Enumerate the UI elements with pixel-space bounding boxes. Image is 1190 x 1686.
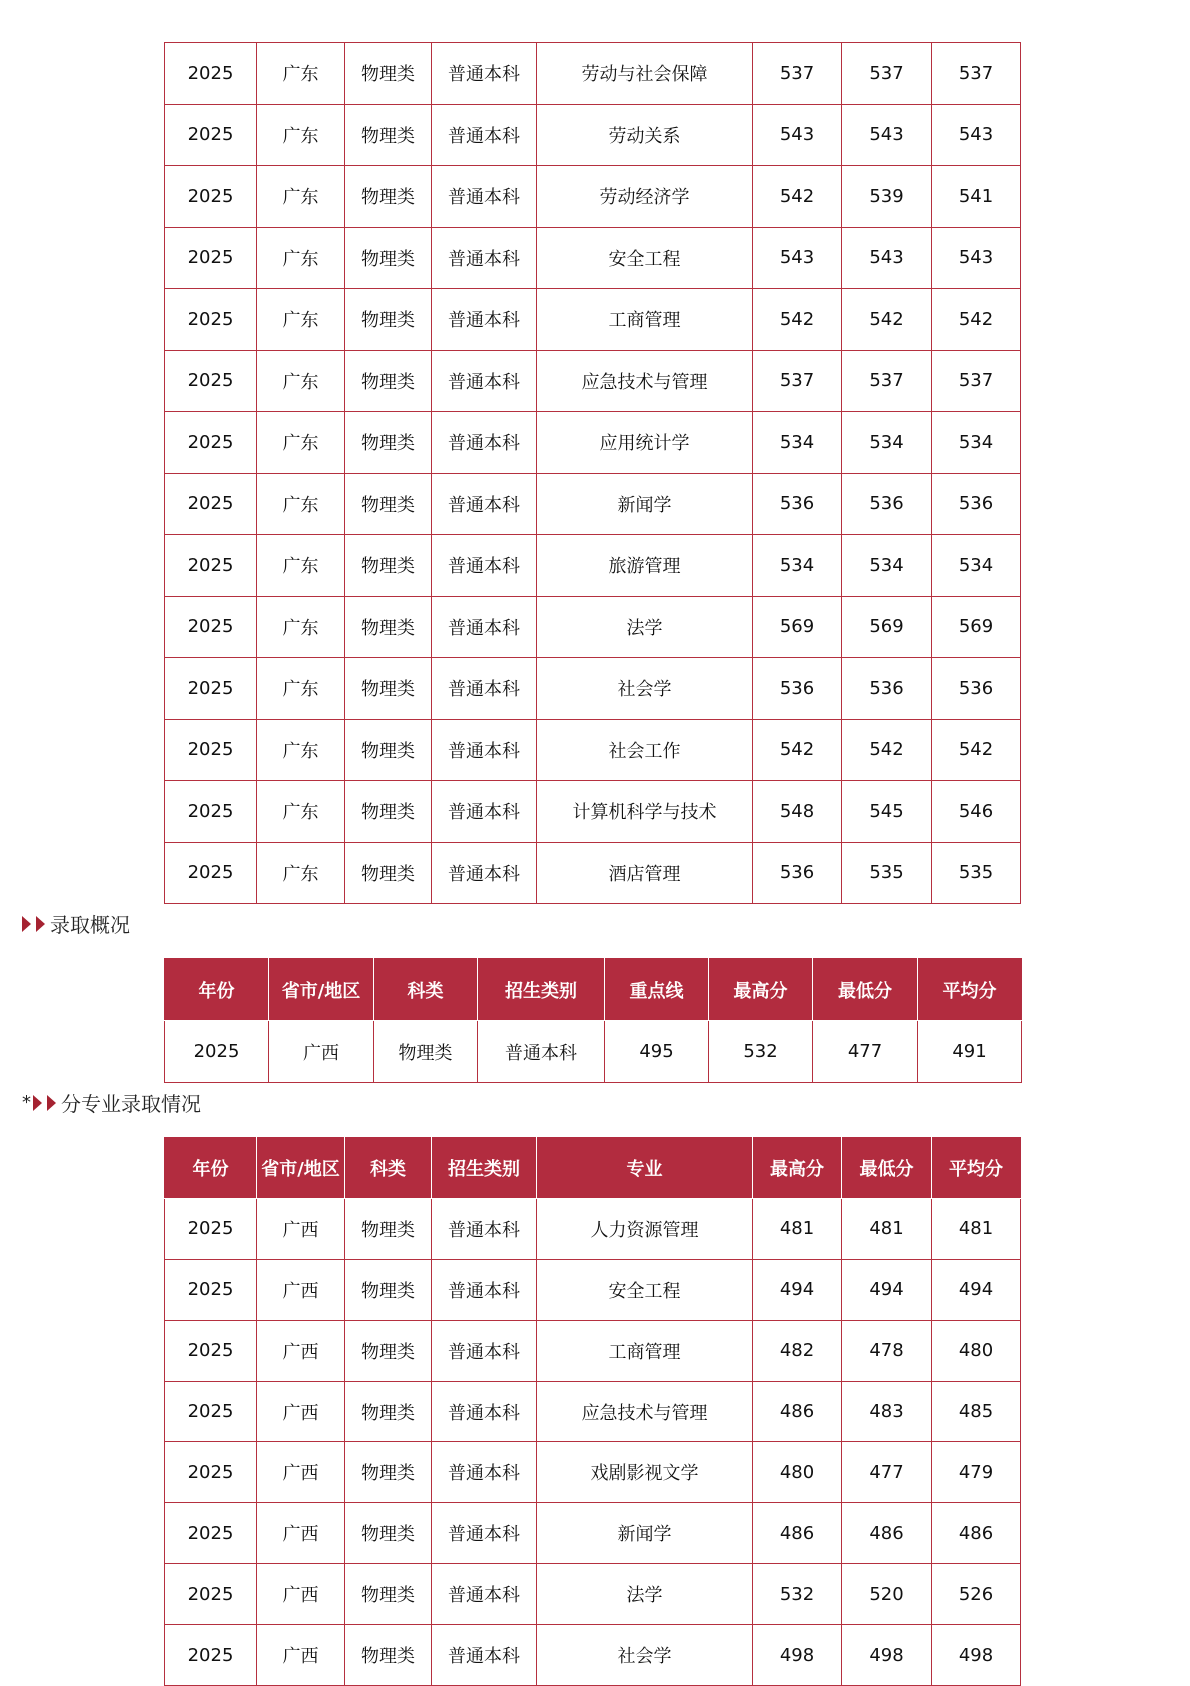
table-cell: 物理类 [345,227,432,289]
table-cell: 526 [932,1564,1021,1625]
table-cell: 普通本科 [432,781,537,843]
table-cell: 486 [842,1503,932,1564]
table-cell: 2025 [165,43,257,105]
table-cell: 广西 [257,1625,345,1686]
table-cell: 广西 [269,1021,374,1083]
table-cell: 普通本科 [432,166,537,228]
table-cell: 物理类 [345,1320,432,1381]
table-cell: 537 [932,43,1021,105]
table-cell: 物理类 [345,719,432,781]
column-header: 科类 [345,1138,432,1199]
table-cell: 广东 [257,781,345,843]
table-cell: 543 [753,104,842,166]
table-cell: 广东 [257,842,345,904]
table-row [165,1021,1022,1083]
table-cell: 普通本科 [432,535,537,597]
table-cell: 应急技术与管理 [537,1381,753,1442]
table-cell: 495 [605,1021,709,1083]
table-cell: 534 [932,535,1021,597]
table-cell: 543 [842,227,932,289]
column-header: 省市/地区 [269,959,374,1021]
table-row [165,1442,1021,1503]
table-cell: 普通本科 [432,43,537,105]
table-cell: 普通本科 [432,473,537,535]
table-cell: 539 [842,166,932,228]
table-cell: 普通本科 [432,1320,537,1381]
table-cell: 广东 [257,412,345,474]
triangle-bullet-icon [47,1095,56,1111]
major-admission-table [164,1137,1021,1686]
table-cell: 534 [932,412,1021,474]
table-cell: 2025 [165,289,257,351]
table-row [165,350,1021,412]
table-cell: 2025 [165,1625,257,1686]
table-cell: 2025 [165,1503,257,1564]
table-cell: 新闻学 [537,1503,753,1564]
table-cell: 普通本科 [432,1198,537,1259]
table-cell: 2025 [165,719,257,781]
table-cell: 546 [932,781,1021,843]
table-cell: 广东 [257,473,345,535]
table-cell: 计算机科学与技术 [537,781,753,843]
table-cell: 2025 [165,658,257,720]
table-cell: 2025 [165,1021,269,1083]
section-title-admission-overview: 录取概况 [22,909,130,938]
table-cell: 542 [753,166,842,228]
table-cell: 人力资源管理 [537,1198,753,1259]
table-cell: 物理类 [345,535,432,597]
table-cell: 广东 [257,43,345,105]
table-cell: 普通本科 [432,350,537,412]
table-cell: 物理类 [345,1381,432,1442]
table-row [165,289,1021,351]
table-cell: 542 [842,289,932,351]
table-cell: 普通本科 [432,1503,537,1564]
column-header: 招生类别 [432,1138,537,1199]
table-cell: 社会工作 [537,719,753,781]
admission-overview-table [164,958,1022,1083]
table-cell: 478 [842,1320,932,1381]
table-cell: 2025 [165,227,257,289]
table-row [165,1564,1021,1625]
table-cell: 543 [932,227,1021,289]
table-cell: 物理类 [345,43,432,105]
table-cell: 536 [753,658,842,720]
table-cell: 酒店管理 [537,842,753,904]
table-cell: 劳动经济学 [537,166,753,228]
table-cell: 537 [753,43,842,105]
table-cell: 545 [842,781,932,843]
table-cell: 543 [753,227,842,289]
column-header: 科类 [374,959,478,1021]
table-cell: 广西 [257,1320,345,1381]
table-cell: 社会学 [537,658,753,720]
table-cell: 2025 [165,1442,257,1503]
table-cell: 481 [932,1198,1021,1259]
table-cell: 安全工程 [537,1259,753,1320]
triangle-bullet-icon [36,916,45,932]
table-cell: 569 [753,596,842,658]
table-cell: 534 [842,535,932,597]
table-cell: 535 [932,842,1021,904]
column-header: 年份 [165,1138,257,1199]
table-cell: 520 [842,1564,932,1625]
table-cell: 广西 [257,1564,345,1625]
table-cell: 2025 [165,1564,257,1625]
guangdong-major-scores-table [164,42,1021,904]
table-cell: 应急技术与管理 [537,350,753,412]
table-cell: 戏剧影视文学 [537,1442,753,1503]
column-header: 最高分 [709,959,813,1021]
table-cell: 2025 [165,104,257,166]
table-cell: 2025 [165,781,257,843]
table-cell: 广东 [257,227,345,289]
table-row [165,842,1021,904]
table-cell: 483 [842,1381,932,1442]
table-cell: 537 [842,350,932,412]
table-cell: 541 [932,166,1021,228]
table-cell: 物理类 [345,1259,432,1320]
table-cell: 普通本科 [432,412,537,474]
table-cell: 旅游管理 [537,535,753,597]
table-cell: 物理类 [345,658,432,720]
column-header: 最高分 [753,1138,842,1199]
table-cell: 542 [842,719,932,781]
table-cell: 2025 [165,1381,257,1442]
table-cell: 536 [932,658,1021,720]
table-cell: 物理类 [345,350,432,412]
table-cell: 普通本科 [432,719,537,781]
table-cell: 物理类 [345,104,432,166]
table-row [165,1503,1021,1564]
table-cell: 广东 [257,289,345,351]
table-cell: 广西 [257,1442,345,1503]
table-cell: 普通本科 [432,104,537,166]
table-cell: 537 [932,350,1021,412]
column-header: 重点线 [605,959,709,1021]
table-cell: 普通本科 [432,596,537,658]
triangle-bullet-icon [33,1095,42,1111]
table-cell: 481 [842,1198,932,1259]
table-cell: 498 [932,1625,1021,1686]
table-cell: 物理类 [345,596,432,658]
table-cell: 486 [932,1503,1021,1564]
table-cell: 应用统计学 [537,412,753,474]
table-cell: 481 [753,1198,842,1259]
table-row [165,1625,1021,1686]
table-cell: 480 [753,1442,842,1503]
table-cell: 535 [842,842,932,904]
table-row [165,227,1021,289]
table-cell: 2025 [165,535,257,597]
column-header: 最低分 [842,1138,932,1199]
table-cell: 2025 [165,596,257,658]
table-cell: 485 [932,1381,1021,1442]
table-cell: 532 [753,1564,842,1625]
table-row [165,104,1021,166]
table-cell: 536 [842,473,932,535]
table-cell: 物理类 [345,1625,432,1686]
table-cell: 2025 [165,1198,257,1259]
table-cell: 477 [813,1021,918,1083]
table-cell: 法学 [537,596,753,658]
table-cell: 542 [753,289,842,351]
table-cell: 普通本科 [432,1381,537,1442]
table-cell: 491 [918,1021,1022,1083]
table-cell: 536 [753,842,842,904]
table-cell: 普通本科 [478,1021,605,1083]
table-cell: 安全工程 [537,227,753,289]
table-cell: 物理类 [345,1198,432,1259]
table-cell: 广西 [257,1381,345,1442]
table-cell: 494 [753,1259,842,1320]
table-cell: 542 [932,289,1021,351]
table-row [165,719,1021,781]
table-cell: 532 [709,1021,813,1083]
column-header: 平均分 [918,959,1022,1021]
table-cell: 新闻学 [537,473,753,535]
table-cell: 物理类 [345,473,432,535]
table-cell: 工商管理 [537,1320,753,1381]
table-cell: 479 [932,1442,1021,1503]
table-cell: 普通本科 [432,842,537,904]
table-cell: 物理类 [345,289,432,351]
table-cell: 物理类 [345,781,432,843]
table-cell: 537 [842,43,932,105]
table-cell: 569 [932,596,1021,658]
table-cell: 542 [753,719,842,781]
table-cell: 536 [932,473,1021,535]
table-cell: 536 [753,473,842,535]
table-row [165,596,1021,658]
table-row [165,166,1021,228]
table-cell: 534 [842,412,932,474]
table-cell: 广东 [257,166,345,228]
table-cell: 482 [753,1320,842,1381]
table-cell: 537 [753,350,842,412]
section-title-major-admission: * 分专业录取情况 [22,1092,201,1116]
table-cell: 普通本科 [432,227,537,289]
table-cell: 536 [842,658,932,720]
table-row [165,1381,1021,1442]
table-cell: 477 [842,1442,932,1503]
table-cell: 534 [753,412,842,474]
table-cell: 广西 [257,1259,345,1320]
table-row [165,43,1021,105]
table-cell: 494 [842,1259,932,1320]
table-cell: 2025 [165,842,257,904]
table-row [165,781,1021,843]
table-cell: 2025 [165,350,257,412]
table-cell: 548 [753,781,842,843]
table-cell: 广西 [257,1198,345,1259]
table-cell: 广东 [257,596,345,658]
table-cell: 广东 [257,104,345,166]
table-cell: 569 [842,596,932,658]
table-cell: 普通本科 [432,289,537,351]
table-cell: 2025 [165,1320,257,1381]
table-row [165,412,1021,474]
table-cell: 劳动与社会保障 [537,43,753,105]
table-cell: 广东 [257,350,345,412]
table-row [165,1259,1021,1320]
table-cell: 物理类 [345,842,432,904]
table-cell: 498 [842,1625,932,1686]
table-cell: 494 [932,1259,1021,1320]
table-cell: 543 [842,104,932,166]
triangle-bullet-icon [22,916,31,932]
table-cell: 542 [932,719,1021,781]
table-cell: 物理类 [345,1564,432,1625]
table-cell: 物理类 [345,1442,432,1503]
table-cell: 法学 [537,1564,753,1625]
column-header: 省市/地区 [257,1138,345,1199]
table-cell: 物理类 [345,1503,432,1564]
table-cell: 普通本科 [432,1442,537,1503]
table-cell: 2025 [165,473,257,535]
table-cell: 2025 [165,412,257,474]
table-cell: 社会学 [537,1625,753,1686]
table-row [165,473,1021,535]
table-row [165,1198,1021,1259]
table-cell: 486 [753,1503,842,1564]
column-header: 最低分 [813,959,918,1021]
table-cell: 534 [753,535,842,597]
table-cell: 劳动关系 [537,104,753,166]
table-cell: 480 [932,1320,1021,1381]
table-cell: 物理类 [374,1021,478,1083]
table-cell: 498 [753,1625,842,1686]
column-header: 平均分 [932,1138,1021,1199]
table-cell: 2025 [165,166,257,228]
table-cell: 543 [932,104,1021,166]
table-row [165,658,1021,720]
table-cell: 486 [753,1381,842,1442]
table-cell: 广西 [257,1503,345,1564]
table-cell: 广东 [257,719,345,781]
table-cell: 广东 [257,535,345,597]
table-cell: 普通本科 [432,1564,537,1625]
table-row [165,1320,1021,1381]
table-cell: 物理类 [345,166,432,228]
table-row [165,535,1021,597]
column-header: 招生类别 [478,959,605,1021]
column-header: 专业 [537,1138,753,1199]
column-header: 年份 [165,959,269,1021]
table-cell: 2025 [165,1259,257,1320]
table-cell: 普通本科 [432,658,537,720]
table-cell: 普通本科 [432,1625,537,1686]
table-cell: 普通本科 [432,1259,537,1320]
table-cell: 工商管理 [537,289,753,351]
table-cell: 广东 [257,658,345,720]
table-cell: 物理类 [345,412,432,474]
